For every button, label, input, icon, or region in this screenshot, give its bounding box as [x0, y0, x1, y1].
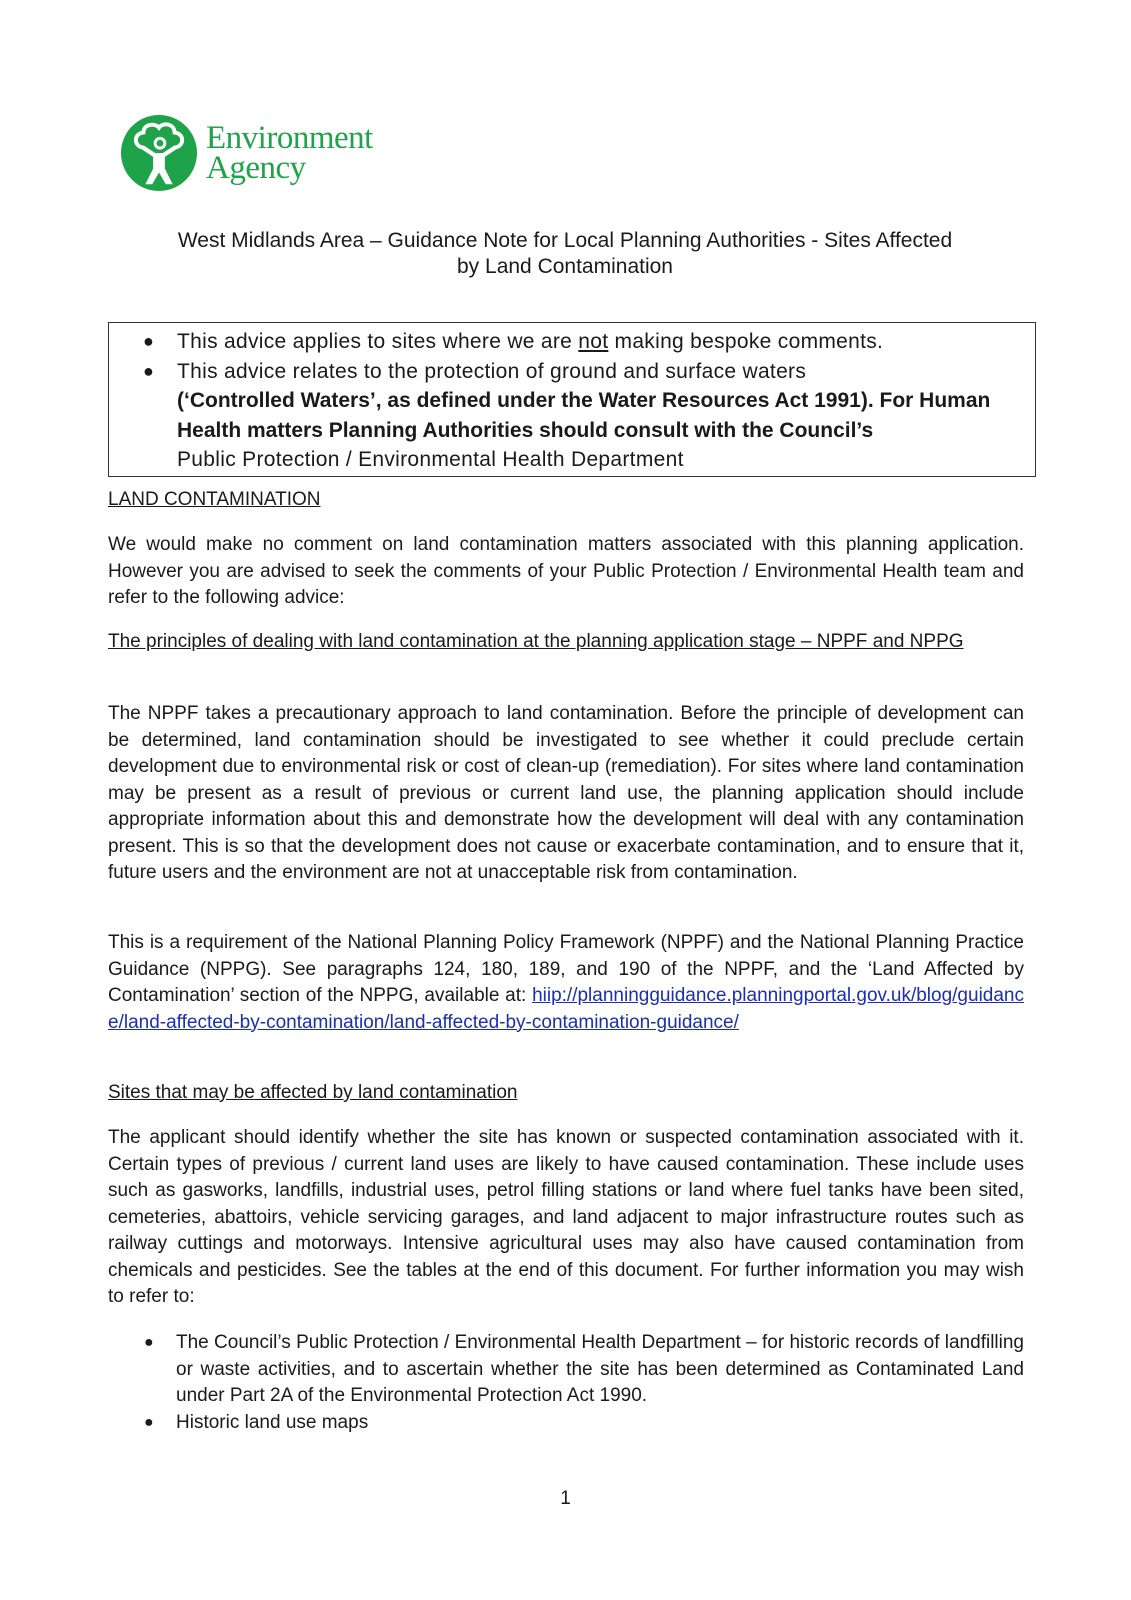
- environment-agency-tree-person-icon: [120, 114, 198, 192]
- logo-line-1: Environment: [206, 120, 373, 156]
- section2-paragraph-2: This is a requirement of the National Planning Policy Framework (NPPF) and the National Planning Practice Guidance (NPPG). See paragraphs 124, 180, 189, and 190 of the NPPF, and the ‘Land Affected by Contamination’ section of the NPPG, available at: hiip://planningguidance.planningportal.gov.uk/blog/guidance/land-affected-by-contamination/land-affected-by-contamination-guidance/: [108, 932, 1024, 1033]
- notice-box: [108, 322, 1036, 477]
- bullet-icon: ●: [144, 1413, 154, 1431]
- title-line-2: by Land Contamination: [457, 255, 673, 278]
- notice-bullet-1: ● This advice applies to sites where we are not making bespoke comments.: [109, 327, 1035, 357]
- page-number: 1: [560, 1488, 571, 1509]
- bullet-icon: ●: [143, 360, 155, 381]
- section-heading-sites: Sites that may be affected by land contamination: [108, 1082, 518, 1103]
- notice-bold-text: (‘Controlled Waters’, as defined under the Water Resources Act 1991). For Human Health matters Planning Authorities should consult with the Council’s: [177, 389, 991, 442]
- logo-line-2: Agency: [206, 150, 306, 186]
- further-info-list: [108, 1330, 1024, 1436]
- bullet-icon: ●: [144, 1334, 154, 1351]
- document-title: [100, 228, 1030, 280]
- list-item: ● The Council’s Public Protection / Environmental Health Department – for historic records of landfilling or waste activities, and to ascertain whether the site has been determined as Contaminated Land under Part 2A of the Environmental Protection Act 1990.: [144, 1332, 1024, 1406]
- environment-agency-logo: [120, 114, 373, 192]
- section3-paragraph: The applicant should identify whether the site has known or suspected contamination associated with it. Certain types of previous / current land uses are likely to have caused contamination. These include uses such as gasworks, landfills, industrial uses, petrol filling stations or land where fuel tanks have been sited, cemeteries, abattoirs, vehicle servicing garages, and land adjacent to major infrastructure routes such as railway cuttings and motorways. Intensive agricultural uses may also have caused contamination from chemicals and pesticides. See the tables at the end of this document. For further information you may wish to refer to:: [108, 1127, 1024, 1307]
- title-line-1: West Midlands Area – Guidance Note for Local Planning Authorities - Sites Affected: [177, 229, 953, 252]
- planning-guidance-link[interactable]: hiip://planningguidance.planningportal.gov.uk/blog/guidance/land-affected-by-contamination/land-affected-by-contamination-guidance/: [108, 985, 1024, 1033]
- emphasis-not: not: [578, 330, 609, 353]
- logo-wordmark: [206, 120, 373, 186]
- notice-bullet-2: ● This advice relates to the protection of ground and surface waters (‘Controlled Waters’, as defined under the Water Resources Act 1991). For Human Health matters Planning Authorities should consult with the Council’s Public Protection / Environmental Health Department: [109, 357, 1035, 475]
- section1-paragraph: We would make no comment on land contamination matters associated with this planning application. However you are advised to seek the comments of your Public Protection / Environmental Health team and refer to the following advice:: [108, 534, 1024, 608]
- list-item: ● Historic land use maps: [108, 1410, 1024, 1437]
- bullet-icon: ●: [143, 331, 155, 351]
- section-heading-land-contamination: LAND CONTAMINATION: [108, 489, 321, 510]
- section2-paragraph-1: The NPPF takes a precautionary approach to land contamination. Before the principle of development can be determined, land contamination should be investigated to see whether it could preclude certain development due to environmental risk or cost of clean-up (remediation). For sites where land contamination may be present as a result of previous or current land use, the planning application should include appropriate information about this and demonstrate how the development will deal with any contamination present. This is so that the development does not cause or exacerbate contamination, and to ensure that it, future users and the environment are not at unacceptable risk from contamination.: [108, 703, 1024, 883]
- section-heading-principles: The principles of dealing with land contamination at the planning application stage – NPPF and NPPG: [108, 631, 964, 652]
